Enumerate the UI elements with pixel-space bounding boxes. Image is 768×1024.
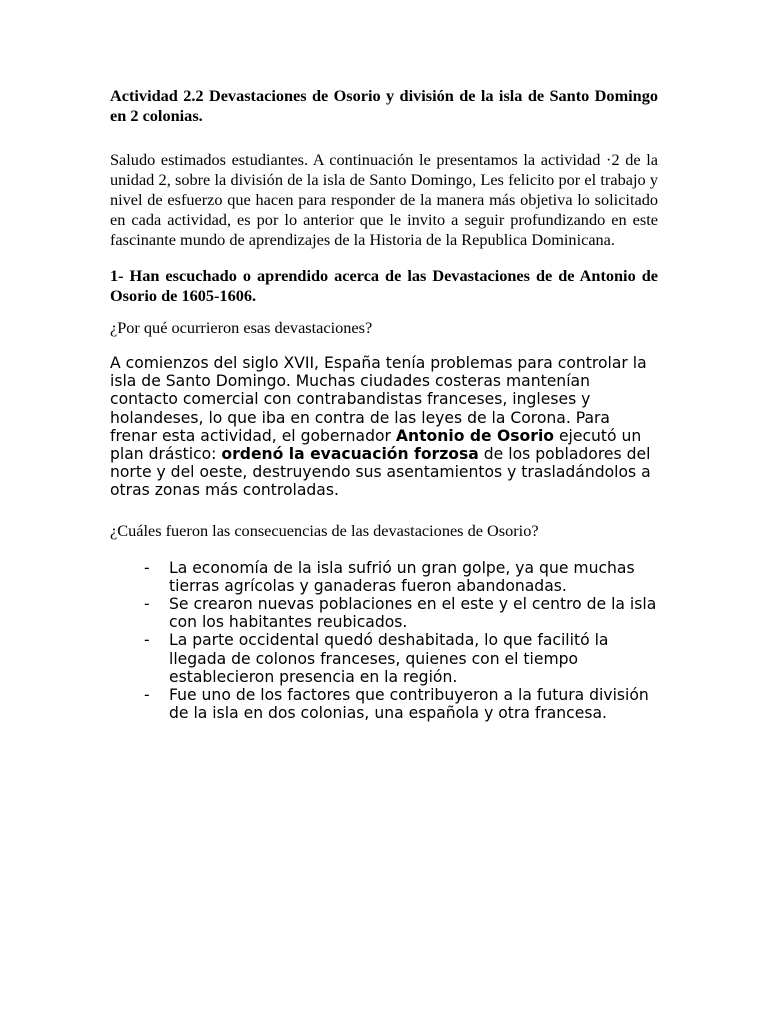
bullet-dash: - — [144, 686, 150, 705]
bullet-dash: - — [144, 558, 150, 577]
question-why: ¿Por qué ocurrieron esas devastaciones? — [110, 318, 373, 337]
list-item — [110, 595, 658, 631]
answer-bold-evacuation: ordenó la evacuación forzosa — [221, 445, 479, 464]
list-item — [110, 559, 658, 595]
list-item — [110, 686, 658, 722]
list-item-text: La economía de la isla sufrió un gran golpe, ya que muchas tierras agrícolas y ganaderas fueron abandonadas. — [169, 558, 635, 595]
document-page — [110, 86, 658, 722]
answer-paragraph — [110, 354, 658, 500]
list-item-text: Fue uno de los factores que contribuyeron a la futura división de la isla en dos colonias, una española y otra francesa. — [169, 686, 649, 723]
bullet-dash: - — [144, 631, 150, 650]
list-item — [110, 631, 658, 686]
answer-text-1: A comienzos del siglo XVII, España tenía problemas para controlar la isla de Santo Domingo. Muchas ciudades costeras mantenían contacto comercial con contrabandistas franceses, ingleses y holandeses, lo que iba en contra de las leyes de la Corona. Para frenar esta actividad, el gobernador — [110, 354, 647, 445]
bullet-dash: - — [144, 595, 150, 614]
question-consequences: ¿Cuáles fueron las consecuencias de las devastaciones de Osorio? — [110, 520, 539, 540]
consequences-list — [110, 559, 658, 723]
answer-text-2: ejecutó un plan drástico: — [110, 426, 642, 464]
section-heading: 1- Han escuchado o aprendido acerca de las Devastaciones de de Antonio de Osorio de 1605-1606. — [110, 266, 658, 305]
answer-text-3: de los pobladores del norte y del oeste, destruyendo sus asentamientos y trasladándolos a otras zonas más controladas. — [110, 445, 651, 500]
answer-bold-osorio: Antonio de Osorio — [395, 426, 554, 445]
intro-paragraph: Saludo estimados estudiantes. A continuación le presentamos la actividad ·2 de la unidad 2, sobre la división de la isla de Santo Domingo, Les felicito por el trabajo y nivel de esfuerzo que hacen para responder de la manera más objetiva lo solicitado en cada actividad, es por lo anterior que le invito a seguir profundizando en este fascinante mundo de aprendizajes de la Historia de la Republica Dominicana. — [110, 150, 658, 249]
list-item-text: Se crearon nuevas poblaciones en el este y el centro de la isla con los habitantes reubicados. — [169, 595, 657, 632]
list-item-text: La parte occidental quedó deshabitada, lo que facilitó la llegada de colonos franceses, quienes con el tiempo establecieron presencia en la región. — [169, 631, 609, 686]
document-title: Actividad 2.2 Devastaciones de Osorio y división de la isla de Santo Domingo en 2 colonias. — [110, 86, 658, 125]
